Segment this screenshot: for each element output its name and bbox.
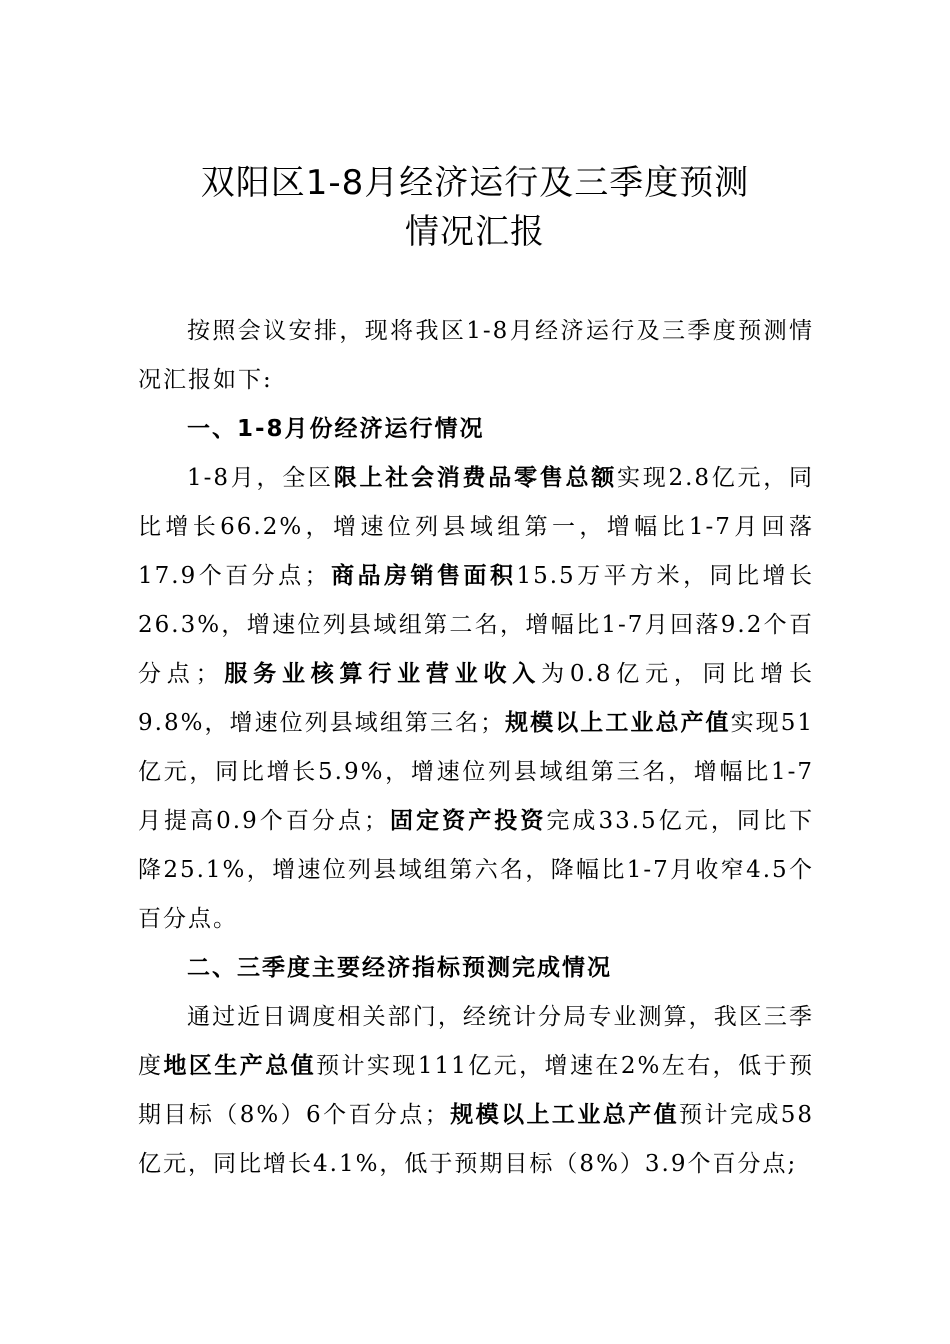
intro-paragraph: 按照会议安排，现将我区1-8月经济运行及三季度预测情况汇报如下: — [138, 318, 814, 393]
text-run: 实现2.8亿元，同比增长66.2%，增速位列县域组第一，增幅比1-7月回落17.9个百分点； — [138, 465, 814, 589]
indicator-industrial-output: 规模以上工业总产值 — [505, 710, 731, 736]
text-run: 预计完成58亿元，同比增长4.1%，低于预期目标（8%）3.9个百分点; — [138, 1102, 815, 1177]
text-run: 完成33.5亿元，同比下降25.1%，增速位列县域组第六名，降幅比1-7月收窄4.5个百分点。 — [138, 808, 815, 932]
text-run: 15.5万平方米，同比增长26.3%，增速位列县域组第二名，增幅比1-7月回落9.2个百分点； — [138, 563, 815, 687]
text-run: 1-8月，全区 — [187, 465, 334, 491]
indicator-industrial-output-forecast: 规模以上工业总产值 — [449, 1102, 680, 1128]
section-1-paragraph — [138, 454, 814, 944]
text-run: 通过近日调度相关部门，经统计分局专业测算，我区三季度 — [138, 1004, 814, 1079]
indicator-service-revenue: 服务业核算行业营业收入 — [220, 661, 542, 687]
section-2-paragraph — [138, 993, 814, 1189]
document-body — [138, 307, 814, 1189]
text-run: 预计实现111亿元，增速在2%左右，低于预期目标（8%）6个百分点； — [138, 1053, 815, 1128]
text-run: 实现51亿元，同比增长5.9%，增速位列县域组第三名，增幅比1-7月提高0.9个百分点； — [138, 710, 814, 834]
indicator-retail-sales: 限上社会消费品零售总额 — [333, 465, 617, 491]
section-2-heading: 二、三季度主要经济指标预测完成情况 — [187, 955, 612, 981]
indicator-gdp: 地区生产总值 — [163, 1053, 317, 1079]
section-1-heading: 一、1-8月份经济运行情况 — [187, 416, 485, 442]
document-title-line-2: 情况汇报 — [405, 212, 545, 252]
text-run: 为0.8亿元，同比增长9.8%，增速位列县域组第三名； — [138, 661, 815, 736]
indicator-housing-sales-area: 商品房销售面积 — [329, 563, 517, 589]
indicator-fixed-asset-investment: 固定资产投资 — [389, 808, 547, 834]
document-title-line-1: 双阳区1-8月经济运行及三季度预测 — [200, 163, 750, 203]
